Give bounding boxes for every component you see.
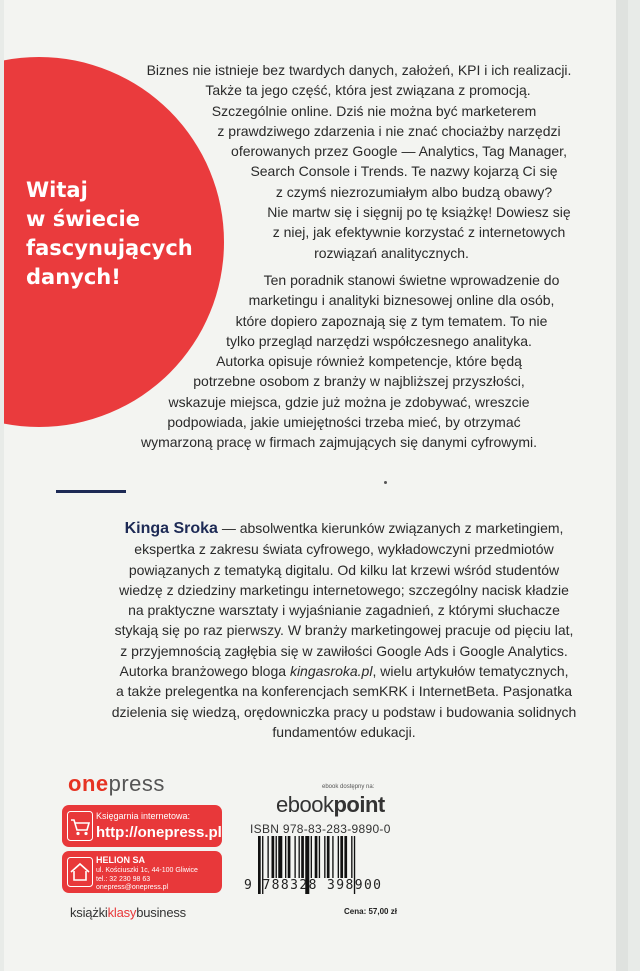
text-line: Search Console i Trends. Te nazwy kojarzą Ci się — [250, 163, 558, 180]
onepress-logo — [68, 771, 165, 797]
logo-press: press — [108, 771, 165, 796]
logo-one: one — [68, 771, 109, 796]
welcome-line: fascynujących — [26, 236, 193, 260]
text-line: Także ta jego część, która jest związana z promocją. — [205, 82, 531, 99]
blog-url: kingasroka.pl — [289, 663, 373, 680]
guide-paragraph — [64, 270, 624, 453]
shop-url[interactable]: http://onepress.pl — [96, 824, 222, 841]
bio-text: Autorka branżowego bloga — [119, 663, 290, 680]
barcode-bar — [267, 836, 268, 878]
barcode-bar — [332, 836, 333, 878]
text-line: Biznes nie istnieje bez twardych danych, założeń, KPI i ich realizacji. — [146, 62, 572, 78]
barcode-bar — [278, 836, 282, 878]
helion-box — [62, 851, 222, 893]
text-line: wymarzoną pracę w firmach zajmujących się danymi cyfrowymi. — [141, 434, 537, 451]
text-line: z przyjemnością zagłębia się w zawiłości Google Ads i Google Analytics. — [120, 642, 568, 659]
bio-text: , wielu artykułów tematycznych, — [372, 663, 569, 680]
text-line: podpowiada, jakie umiejętności trzeba mieć, by otrzymać — [167, 414, 521, 431]
barcode-bar — [324, 836, 325, 878]
bio-text: — absolwentka kierunków związanych z marketingiem, — [217, 520, 564, 536]
text-line: rozwiązań analitycznych. — [314, 244, 469, 261]
barcode-bar — [340, 836, 343, 878]
barcode-bar — [344, 836, 347, 878]
text-line: marketingu i analityki biznesowej online dla osób, — [248, 292, 555, 309]
barcode-bar — [276, 836, 277, 878]
text-line: z czymś niezrozumiałym albo budzą obawy? — [275, 183, 553, 200]
text-line: powiązanych z tematyką digitalu. Od kilku lat krzewi wśród studentów — [128, 561, 560, 578]
welcome-line: danych! — [26, 265, 121, 289]
barcode-bar — [338, 836, 339, 878]
text-line: stykają się po raz pierwszy. W branży marketingowej pracuje od pięciu lat, — [114, 622, 574, 639]
price: Cena: 57,00 zł — [344, 907, 397, 916]
series-part: business — [136, 905, 186, 920]
author-bio — [64, 518, 624, 742]
isbn: ISBN 978-83-283-9890-0 — [250, 822, 391, 836]
barcode-number: 9 788328 398900 — [244, 878, 383, 893]
text-line: dzielenia się wiedzą, orędowniczka pracy u podstaw i budowania solidnych — [111, 703, 577, 720]
text-line: potrzebne osobom z branży w najbliższej przyszłości, — [193, 373, 525, 390]
series-part: klasy — [107, 905, 137, 920]
text-line: z prawdziwego zdarzenia i nie znać chociażby narzędzi — [217, 122, 561, 139]
barcode-bar — [319, 836, 320, 878]
text-line: oferowanych przez Google — Analytics, Tag Manager, — [231, 143, 567, 160]
barcode-bar — [315, 836, 318, 878]
book-back-cover — [4, 0, 628, 971]
divider-line — [56, 490, 126, 493]
bio-first-line — [64, 518, 624, 539]
barcode-bar — [351, 836, 352, 878]
helion-email[interactable]: onepress@onepress.pl — [96, 884, 169, 891]
intro-paragraph — [64, 60, 624, 263]
series-logo — [70, 905, 186, 920]
barcode-bar — [299, 836, 300, 878]
barcode-bar — [288, 836, 291, 878]
helion-phone: tel.: 32 230 98 63 — [96, 876, 151, 883]
text-line: Autorka opisuje również kompetencje, które będą — [216, 353, 522, 370]
helion-address: ul. Kościuszki 1c, 44-100 Gliwice — [96, 867, 198, 874]
barcode-bar — [311, 836, 312, 878]
ebook-note: ebook dostępny na: — [322, 784, 375, 790]
text-line: Ten poradnik stanowi świetne wprowadzenie do — [263, 272, 560, 288]
ebookpoint-logo — [276, 792, 385, 818]
welcome-line: w świecie — [26, 207, 140, 231]
series-part: książki — [70, 905, 108, 920]
text-line: tylko przegląd narzędzi współczesnego analityka. — [226, 332, 532, 349]
barcode-bar — [294, 836, 295, 878]
text-line: a także prelegentka na konferencjach semKRK i InternetBeta. Pasjonatka — [115, 683, 573, 700]
barcode-bar — [327, 836, 330, 878]
shop-box[interactable] — [62, 805, 222, 847]
house-icon — [67, 857, 93, 887]
helion-name: HELION SA — [96, 855, 146, 865]
barcode-bar — [301, 836, 304, 878]
text-line: z niej, jak efektywnie korzystać z internetowych — [272, 224, 566, 241]
shop-label: Księgarnia internetowa: — [96, 811, 191, 821]
welcome-line: Witaj — [26, 178, 88, 202]
text-line: fundamentów edukacji. — [272, 723, 416, 740]
text-line: ekspertka z zakresu świata cyfrowego, wykładowczyni przedmiotów — [134, 541, 554, 558]
blog-line — [64, 661, 624, 681]
ebook-logo-b: point — [333, 792, 385, 817]
barcode-bar — [285, 836, 286, 878]
ebook-logo-a: ebook — [276, 792, 334, 817]
text-line: wskazuje miejsca, gdzie już można je zdobywać, wreszcie — [168, 393, 530, 410]
author-name: Kinga Sroka — [124, 520, 218, 537]
barcode-bar — [272, 836, 275, 878]
text-line: wiedzę z dziedziny marketingu internetowego; szczególny nacisk kładzie — [119, 581, 569, 598]
cart-icon — [67, 811, 93, 841]
dust-dot — [384, 481, 387, 484]
text-line: Nie martw się i sięgnij po tę książkę! Dowiesz się — [267, 204, 571, 221]
text-line: na praktyczne warsztaty i wyjaśnianie zagadnień, z którymi słuchacze — [128, 602, 560, 619]
text-line: które dopiero zapoznają się z tym tematem. To nie — [235, 312, 548, 329]
text-line: Szczególnie online. Dziś nie można być marketerem — [211, 102, 537, 119]
